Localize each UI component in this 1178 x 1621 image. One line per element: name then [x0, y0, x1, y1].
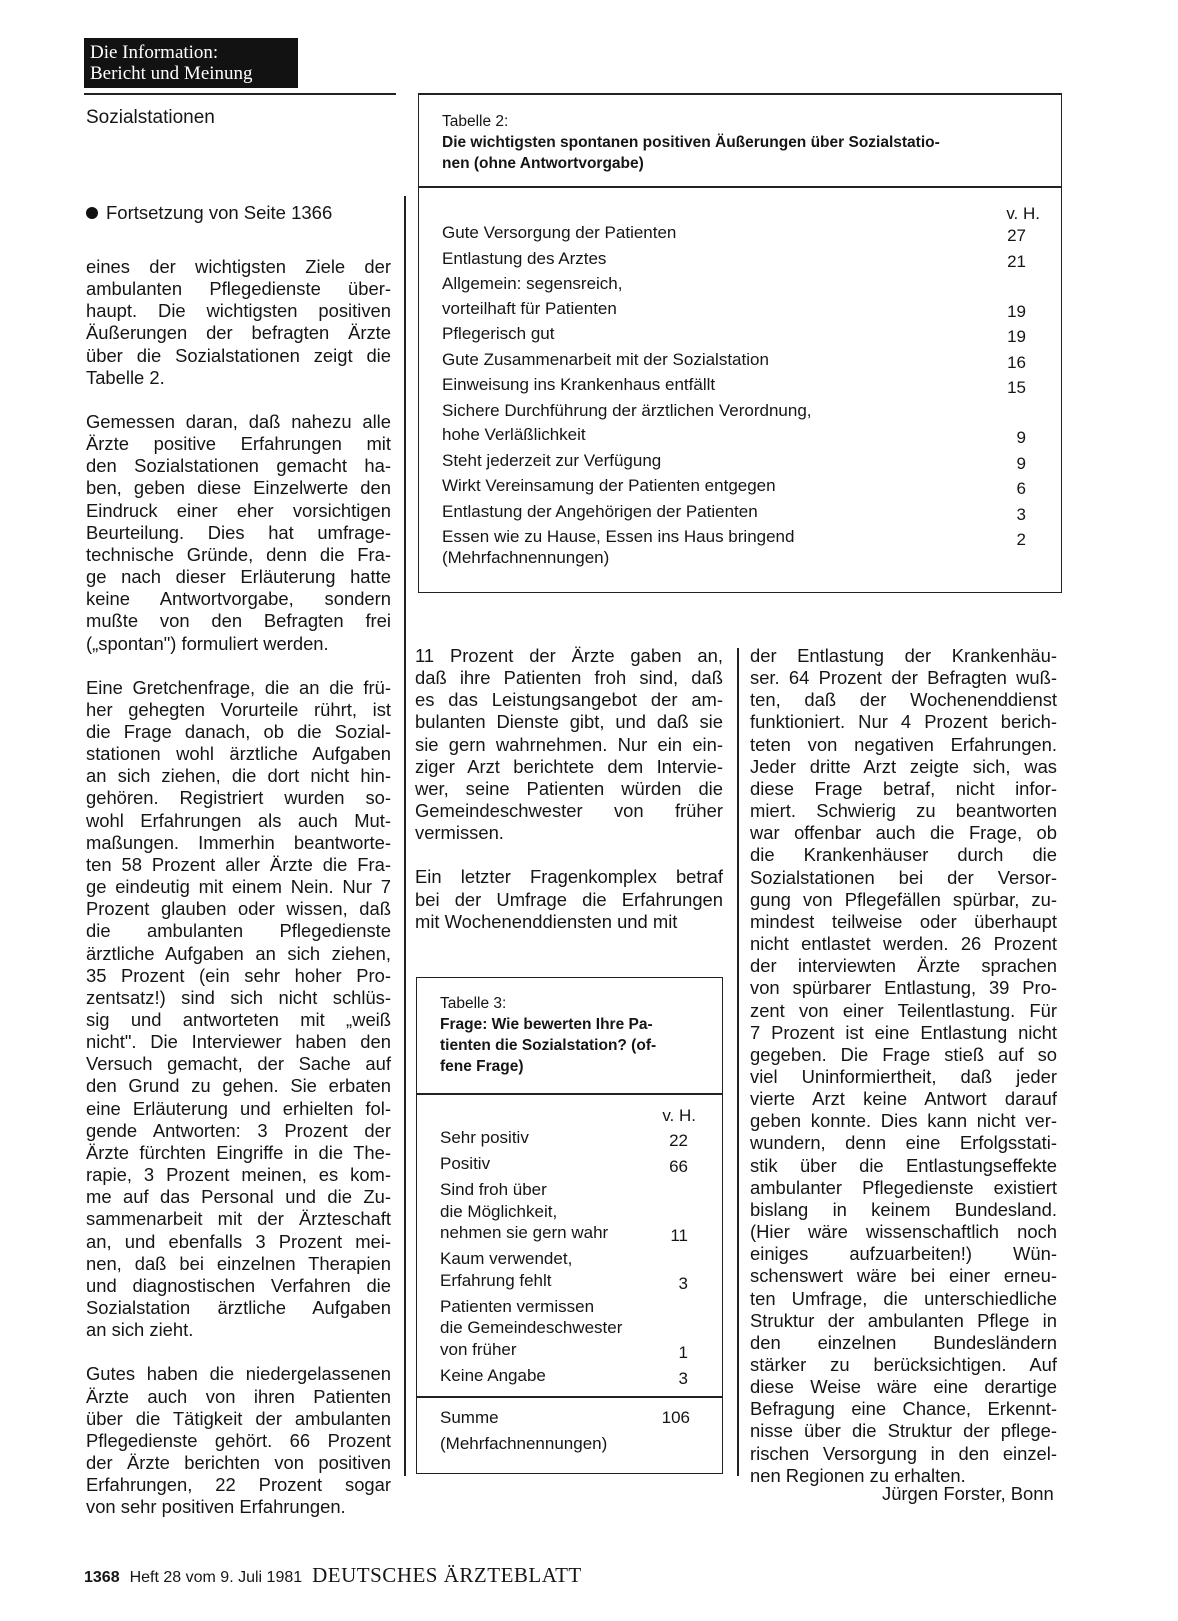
text-line: Äußerungen der befragten Ärzte — [86, 322, 391, 344]
table-row-value: 21 — [1007, 251, 1026, 271]
table-3-sum-rule — [416, 1396, 723, 1398]
table-row-label: Steht jederzeit zur Verfügung — [442, 450, 662, 470]
text-line: Versuch gemacht, der Sache auf — [86, 1053, 391, 1075]
text-line: stationen wohl ärztliche Aufgaben — [86, 743, 391, 765]
table-row-value: 3 — [678, 1368, 688, 1388]
text-line: ge eindeutig mit einem Nein. Nur 7 — [86, 876, 391, 898]
text-line: Sozialstation ärztliche Aufgaben — [86, 1297, 391, 1319]
text-line: ten Umfrage, die unterschiedliche — [750, 1287, 1057, 1309]
text-line: maßungen. Immerhin beantworte- — [86, 831, 391, 853]
text-line: den Sozialstationen gemacht ha- — [86, 455, 391, 477]
table-2-label: Tabelle 2: — [442, 113, 509, 130]
table-3-caption — [440, 993, 710, 1077]
text-line: haupt. Die wichtigsten positiven — [86, 300, 391, 322]
table-3-title-line3: fene Frage) — [440, 1058, 524, 1075]
table-row-label: Sichere Durchführung der ärztlichen Verordnung, — [442, 400, 812, 420]
text-line: an sich ziehen, die dort nicht hin- — [86, 765, 391, 787]
text-line: war offenbar auch die Frage, ob — [750, 822, 1057, 844]
text-line: es das Leistungsangebot der am- — [415, 689, 723, 711]
text-line: der Entlastung der Krankenhäu- — [750, 645, 1057, 666]
text-line: den Grund zu gehen. Sie erbaten — [86, 1075, 391, 1097]
text-line: Tabelle 2. — [86, 366, 165, 388]
table-row-label: Entlastung des Arztes — [442, 248, 607, 268]
text-line: ge nach dieser Erläuterung hatte — [86, 566, 391, 588]
text-line: Gemeindeschwester von früher — [415, 800, 723, 822]
text-line: wohl Erfahrungen als auch Mut- — [86, 809, 391, 831]
text-line: rischen Versorgung in den einzel- — [750, 1442, 1057, 1464]
table-3-sum-value: 106 — [661, 1408, 690, 1427]
text-line: ten, daß der Wochenenddienst — [750, 689, 1057, 711]
text-line: sammenarbeit mit der Ärzteschaft — [86, 1208, 391, 1230]
text-line: den einzelnen Bundesländern — [750, 1331, 1057, 1353]
table-2-title-line2: nen (ohne Antwortvorgabe) — [442, 155, 644, 172]
text-line: nicht". Die Interviewer haben den — [86, 1031, 391, 1053]
table-3-title-line2: tienten die Sozialstation? (of- — [440, 1037, 657, 1054]
table-row-label: von früher — [440, 1339, 517, 1359]
text-line: ziger Arzt berichtete dem Intervie- — [415, 755, 723, 777]
table-row-value: 22 — [669, 1131, 688, 1150]
table-3-unit: v. H. — [662, 1106, 696, 1125]
table-row-label: Keine Angabe — [440, 1365, 546, 1385]
table-row-value: 11 — [670, 1226, 688, 1245]
table-row-label: Sind froh über — [440, 1180, 547, 1199]
text-line: stärker zu berücksichtigen. Auf — [750, 1354, 1057, 1375]
text-line: Ein letzter Fragenkomplex betraf — [415, 866, 723, 888]
text-line: Befragung eine Chance, Erkennt- — [750, 1398, 1057, 1420]
table-row-value: 9 — [1016, 453, 1026, 473]
text-line: me auf das Personal und die Zu- — [86, 1186, 391, 1208]
table-3-caption-rule — [416, 1093, 723, 1095]
text-line: sie gern wahrnehmen. Nur ein ein- — [415, 733, 723, 755]
text-line: an, und ebenfalls 3 Prozent mei- — [86, 1230, 391, 1252]
text-line: miert. Schwierig zu beantworten — [750, 800, 1057, 822]
table-row-value: 2 — [1016, 530, 1026, 549]
text-line: Pflegedienste gehört. 66 Prozent — [86, 1429, 391, 1451]
text-line: Prozent glauben oder wissen, daß — [86, 898, 391, 920]
text-line: die ambulanten Pflegedienste — [86, 920, 391, 942]
table-row-label: Essen wie zu Hause, Essen ins Haus bringend — [442, 527, 795, 546]
text-line: vermissen. — [415, 822, 504, 844]
text-line: Sozialstationen bei der Versor- — [750, 866, 1057, 888]
text-line: vierte Arzt keine Antwort darauf — [750, 1088, 1057, 1110]
table-row-label: Positiv — [440, 1154, 491, 1173]
table-row-label: Gute Zusammenarbeit mit der Sozialstation — [442, 349, 769, 369]
text-line: nen, daß bei einzelnen Therapien — [86, 1252, 391, 1274]
journal-name: DEUTSCHES ÄRZTEBLATT — [312, 1563, 582, 1587]
text-line: die Krankenhäuser durch die — [750, 844, 1057, 866]
text-line: mindest teilweise oder überhaupt — [750, 910, 1057, 932]
table-row-label: Sehr positiv — [440, 1128, 529, 1147]
text-line: von sehr positiven Erfahrungen. — [86, 1496, 346, 1518]
text-line: ärztliche Aufgaben an sich ziehen, — [86, 942, 391, 964]
paragraph-1 — [86, 256, 391, 389]
table-row-label: Gute Versorgung der Patienten — [442, 223, 677, 242]
table-row-label: Allgemein: segensreich, — [442, 274, 623, 293]
section-badge-line2: Bericht und Meinung — [90, 63, 253, 84]
article-column-3 — [750, 645, 1057, 1487]
text-line: funktioniert. Nur 4 Prozent berich- — [750, 711, 1057, 733]
table-row-label: Einweisung ins Krankenhaus entfällt — [442, 375, 716, 394]
text-line: stik über die Entlastungseffekte — [750, 1154, 1057, 1176]
table-row-label: Erfahrung fehlt — [440, 1270, 552, 1290]
table-3-sum-label: Summe — [440, 1408, 499, 1427]
text-line: technische Gründe, denn die Fra- — [86, 543, 391, 565]
table-row-value: 27 — [1007, 226, 1026, 245]
table-row-value: 19 — [1007, 327, 1026, 346]
text-line: geben konnte. Dies kann nicht ver- — [750, 1110, 1057, 1132]
text-line: der interviewten Ärzte sprachen — [750, 955, 1057, 977]
text-line: Gutes haben die niedergelassenen — [86, 1363, 391, 1385]
text-line: 11 Prozent der Ärzte gaben an, — [415, 645, 723, 666]
table-3-title-line1: Frage: Wie bewerten Ihre Pa- — [440, 1016, 653, 1033]
page-number: 1368 — [84, 1569, 120, 1586]
text-line: Gemessen daran, daß nahezu alle — [86, 410, 391, 432]
text-line: nisse über die Struktur der pflege- — [750, 1420, 1057, 1442]
table-row-label: nehmen sie gern wahr — [440, 1223, 609, 1242]
text-line: über die Tätigkeit der ambulanten — [86, 1407, 391, 1429]
text-line: sig und antworteten mit „weiß — [86, 1009, 391, 1030]
table-row-value: 16 — [1007, 352, 1026, 372]
section-badge — [84, 38, 298, 88]
table-row-label: die Gemeindeschwester — [440, 1318, 623, 1337]
section-title: Sozialstationen — [86, 107, 215, 128]
text-line: Eindruck einer eher vorsichtigen — [86, 499, 391, 521]
text-line: Ärzte auch von ihren Patienten — [86, 1385, 391, 1407]
text-line: Eine Gretchenfrage, die an die frü- — [86, 676, 391, 698]
text-line: gung von Pflegefällen spürbar, zu- — [750, 888, 1057, 910]
text-line: zent von einer Teilentlastung. Für — [750, 999, 1057, 1021]
text-line: mit Wochenenddiensten und mit — [415, 910, 678, 932]
text-line: nicht entlastet werden. 26 Prozent — [750, 933, 1057, 955]
text-line: über die Sozialstationen zeigt die — [86, 344, 391, 366]
text-line: keine Antwortvorgabe, sondern — [86, 588, 391, 610]
table-row-value: 3 — [678, 1273, 688, 1293]
table-row-value: 1 — [678, 1342, 688, 1362]
column-divider-2 — [737, 648, 739, 1476]
table-row-label: Kaum verwendet, — [440, 1249, 573, 1268]
text-line: 35 Prozent (ein sehr hoher Pro- — [86, 964, 391, 986]
text-line: Struktur der ambulanten Pflege in — [750, 1309, 1057, 1331]
paragraph-2 — [86, 411, 391, 655]
text-line: diese Frage betraf, nicht infor- — [750, 777, 1057, 799]
continued-note — [86, 202, 332, 224]
text-line: einiges aufzuarbeiten!) Wün- — [750, 1243, 1057, 1265]
table-row-label: Entlastung der Angehörigen der Patienten — [442, 501, 758, 521]
text-line: her gehegten Vorurteile rührt, ist — [86, 698, 391, 720]
text-line: rapie, 3 Prozent meinen, es kom- — [86, 1164, 391, 1186]
author-signature: Jürgen Forster, Bonn — [882, 1483, 1054, 1504]
text-line: ser. 64 Prozent der Befragten wuß- — [750, 667, 1057, 689]
paragraph-5 — [415, 645, 723, 844]
page-footer — [84, 1563, 582, 1588]
continued-text: Fortsetzung von Seite 1366 — [106, 202, 333, 223]
text-line: schenswert wäre bei einer erneu- — [750, 1265, 1057, 1287]
text-line: ten 58 Prozent aller Ärzte die Fra- — [86, 853, 391, 875]
column-divider-1 — [404, 196, 406, 1476]
text-line: nen Regionen zu erhalten. — [750, 1464, 966, 1486]
table-2-caption-rule — [418, 186, 1062, 188]
article-column-1 — [86, 256, 391, 1518]
text-line: wundern, denn eine Erfolgsstati- — [750, 1132, 1057, 1154]
text-line: ambulanten Pflegedienste über- — [86, 278, 391, 300]
table-2-caption — [442, 111, 1054, 174]
text-line: an sich zieht. — [86, 1319, 194, 1341]
text-line: ambulanter Pflegedienste existiert — [750, 1176, 1057, 1198]
header-rule-left — [84, 93, 396, 95]
paragraph-6 — [415, 866, 723, 932]
text-line: („spontan") formuliert werden. — [86, 632, 329, 654]
text-line: zentsatz!) sind sich nicht schlüs- — [86, 986, 391, 1008]
text-line: Erfahrungen, 22 Prozent sogar — [86, 1474, 391, 1496]
text-line: (Hier wäre wissenschaftlich noch — [750, 1221, 1057, 1243]
table-3-label: Tabelle 3: — [440, 995, 507, 1012]
text-line: von spürbarer Entlastung, 39 Pro- — [750, 977, 1057, 999]
article-column-2 — [415, 645, 723, 933]
text-line: Ärzte positive Erfahrungen mit — [86, 433, 391, 455]
text-line: mußte von den Befragten frei — [86, 610, 391, 632]
table-row-value: 9 — [1016, 428, 1026, 447]
text-line: wer, seine Patienten würden die — [415, 777, 723, 799]
text-line: ben, geben diese Einzelwerte den — [86, 477, 391, 499]
text-line: teten von negativen Erfahrungen. — [750, 733, 1057, 755]
table-row-label: Pflegerisch gut — [442, 324, 555, 343]
section-badge-line1: Die Information: — [90, 42, 219, 63]
text-line: diese Weise wäre eine derartige — [750, 1376, 1057, 1398]
text-line: bislang in keinem Bundesland. — [750, 1198, 1057, 1220]
text-line: 7 Prozent ist eine Entlastung nicht — [750, 1021, 1057, 1043]
text-line: Ärzte fürchten Eingriffe in die The- — [86, 1141, 391, 1163]
text-line: gehören. Registriert wurden so- — [86, 787, 391, 809]
text-line: bei der Umfrage die Erfahrungen — [415, 888, 723, 910]
text-line: Beurteilung. Dies hat umfrage- — [86, 521, 391, 543]
text-line: die Frage danach, ob die Sozial- — [86, 720, 391, 742]
table-row-label: hohe Verläßlichkeit — [442, 425, 586, 444]
text-line: eines der wichtigsten Ziele der — [86, 256, 391, 277]
text-line: Jeder dritte Arzt zeigte sich, was — [750, 755, 1057, 777]
table-row-value: 19 — [1007, 301, 1026, 321]
table-2-unit: v. H. — [1006, 204, 1040, 223]
table-row-label: Patienten vermissen — [440, 1296, 595, 1316]
text-line: gegeben. Die Frage stieß auf so — [750, 1043, 1057, 1065]
table-row-value: 6 — [1016, 479, 1026, 498]
table-3-note: (Mehrfachnennungen) — [440, 1434, 608, 1453]
paragraph-7 — [750, 645, 1057, 1487]
table-row-value: 3 — [1016, 504, 1026, 524]
table-2-note: (Mehrfachnennungen) — [442, 548, 610, 567]
text-line: eine Erläuterung und erhielten fol- — [86, 1097, 391, 1119]
paragraph-4 — [86, 1363, 391, 1518]
issue-info: Heft 28 vom 9. Juli 1981 — [129, 1569, 303, 1586]
table-row-value: 15 — [1007, 378, 1026, 397]
text-line: bulanten Dienste gibt, und daß sie — [415, 711, 723, 733]
bullet-icon — [86, 207, 98, 219]
text-line: gende Antworten: 3 Prozent der — [86, 1119, 391, 1141]
text-line: daß ihre Patienten froh sind, daß — [415, 667, 723, 689]
table-row-label: Wirkt Vereinsamung der Patienten entgegen — [442, 476, 776, 495]
table-row-label: die Möglichkeit, — [440, 1201, 558, 1221]
text-line: und diagnostischen Verfahren die — [86, 1274, 391, 1296]
text-line: der Ärzte berichten von positiven — [86, 1451, 391, 1473]
paragraph-3 — [86, 677, 391, 1342]
text-line: viel Uninformiertheit, daß jeder — [750, 1065, 1057, 1087]
table-2-title-line1: Die wichtigsten spontanen positiven Äußerungen über Sozialstatio- — [442, 134, 940, 151]
table-row-label: vorteilhaft für Patienten — [442, 298, 617, 318]
table-row-value: 66 — [669, 1157, 688, 1176]
